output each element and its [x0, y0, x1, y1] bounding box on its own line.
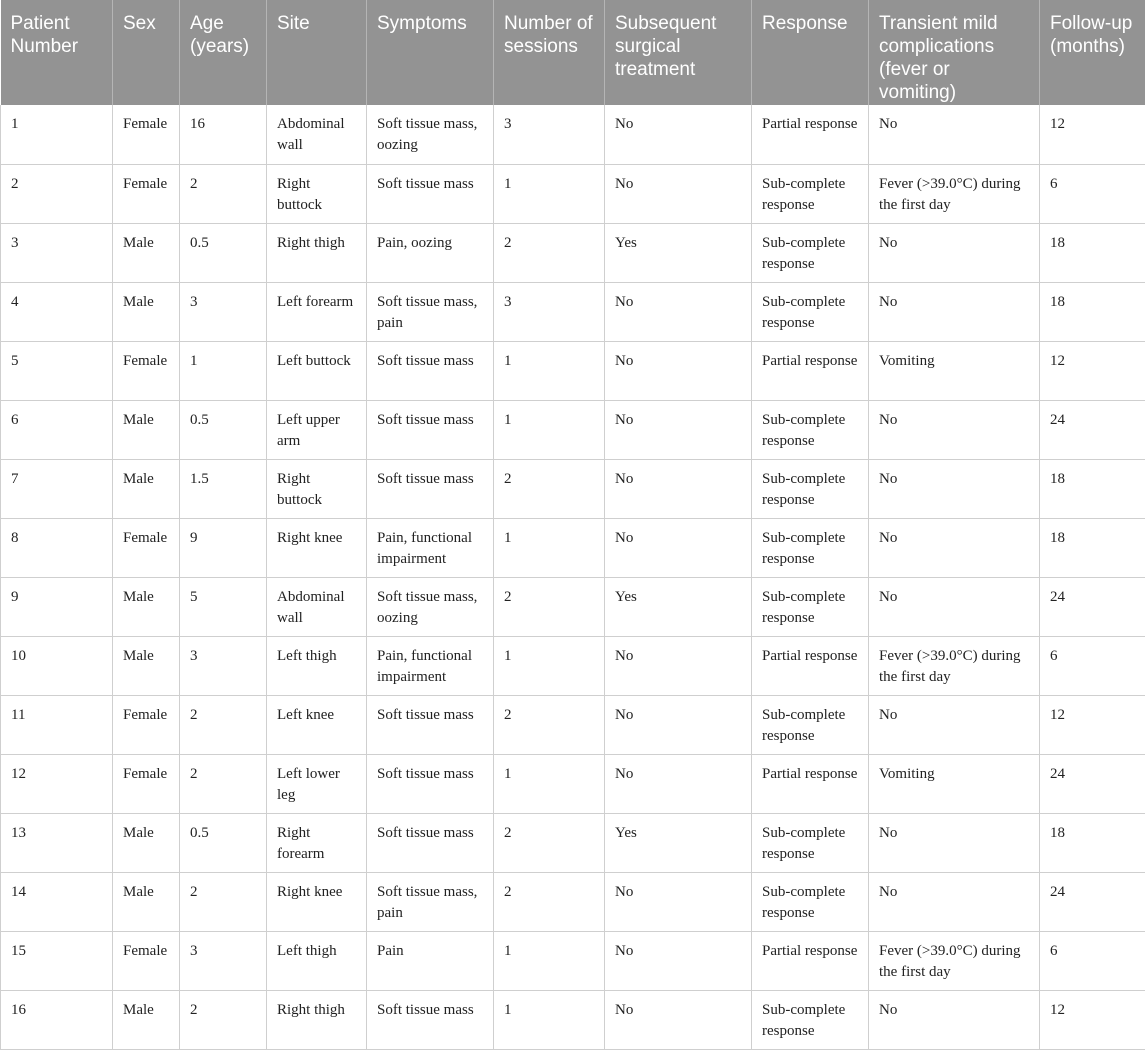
- cell-patient-number: 1: [1, 105, 113, 164]
- header-symptoms: Symptoms: [367, 0, 494, 105]
- table-row: [1, 813, 1145, 872]
- cell-complications: No: [869, 459, 1040, 518]
- cell-age: 16: [180, 105, 267, 164]
- cell-site: Left lower leg: [267, 754, 367, 813]
- cell-sessions: 2: [494, 813, 605, 872]
- cell-sessions: 1: [494, 931, 605, 990]
- cell-response: Sub-complete response: [752, 400, 869, 459]
- cell-surgical-treatment: No: [605, 754, 752, 813]
- cell-symptoms: Soft tissue mass: [367, 400, 494, 459]
- cell-sex: Male: [113, 223, 180, 282]
- cell-response: Sub-complete response: [752, 282, 869, 341]
- cell-sex: Male: [113, 282, 180, 341]
- cell-site: Right buttock: [267, 164, 367, 223]
- header-row: [1, 0, 1145, 105]
- cell-patient-number: 9: [1, 577, 113, 636]
- cell-complications: No: [869, 400, 1040, 459]
- cell-sessions: 3: [494, 282, 605, 341]
- cell-patient-number: 8: [1, 518, 113, 577]
- cell-symptoms: Pain, oozing: [367, 223, 494, 282]
- cell-sex: Male: [113, 400, 180, 459]
- cell-sex: Male: [113, 813, 180, 872]
- cell-sex: Female: [113, 341, 180, 400]
- cell-age: 3: [180, 636, 267, 695]
- cell-patient-number: 15: [1, 931, 113, 990]
- cell-complications: Fever (>39.0°C) during the first day: [869, 931, 1040, 990]
- cell-surgical-treatment: Yes: [605, 577, 752, 636]
- table-row: [1, 872, 1145, 931]
- table-row: [1, 341, 1145, 400]
- cell-age: 3: [180, 931, 267, 990]
- cell-patient-number: 2: [1, 164, 113, 223]
- cell-symptoms: Soft tissue mass: [367, 695, 494, 754]
- cell-complications: No: [869, 872, 1040, 931]
- cell-sex: Male: [113, 872, 180, 931]
- table-row: [1, 105, 1145, 164]
- cell-age: 1.5: [180, 459, 267, 518]
- table-row: [1, 223, 1145, 282]
- cell-sessions: 1: [494, 754, 605, 813]
- cell-surgical-treatment: No: [605, 518, 752, 577]
- cell-symptoms: Soft tissue mass, oozing: [367, 577, 494, 636]
- cell-sex: Female: [113, 518, 180, 577]
- cell-complications: Fever (>39.0°C) during the first day: [869, 164, 1040, 223]
- cell-symptoms: Soft tissue mass: [367, 754, 494, 813]
- cell-site: Left upper arm: [267, 400, 367, 459]
- cell-complications: No: [869, 577, 1040, 636]
- cell-sessions: 2: [494, 459, 605, 518]
- header-number-of-sessions: Number of sessions: [494, 0, 605, 105]
- cell-site: Right knee: [267, 518, 367, 577]
- cell-follow-up: 12: [1040, 990, 1145, 1049]
- header-site: Site: [267, 0, 367, 105]
- cell-sessions: 1: [494, 990, 605, 1049]
- cell-site: Left knee: [267, 695, 367, 754]
- cell-surgical-treatment: No: [605, 931, 752, 990]
- cell-site: Right knee: [267, 872, 367, 931]
- cell-age: 2: [180, 754, 267, 813]
- cell-response: Sub-complete response: [752, 695, 869, 754]
- cell-sessions: 2: [494, 695, 605, 754]
- cell-response: Sub-complete response: [752, 577, 869, 636]
- cell-response: Sub-complete response: [752, 872, 869, 931]
- cell-response: Partial response: [752, 636, 869, 695]
- cell-patient-number: 16: [1, 990, 113, 1049]
- table-row: [1, 636, 1145, 695]
- cell-sessions: 2: [494, 872, 605, 931]
- cell-age: 2: [180, 695, 267, 754]
- cell-age: 3: [180, 282, 267, 341]
- cell-follow-up: 18: [1040, 223, 1145, 282]
- cell-complications: No: [869, 223, 1040, 282]
- cell-patient-number: 7: [1, 459, 113, 518]
- cell-sessions: 1: [494, 518, 605, 577]
- header-patient-number: Patient Number: [1, 0, 113, 105]
- cell-site: Abdominal wall: [267, 105, 367, 164]
- cell-site: Left thigh: [267, 931, 367, 990]
- cell-sessions: 1: [494, 341, 605, 400]
- cell-age: 0.5: [180, 400, 267, 459]
- cell-symptoms: Soft tissue mass: [367, 990, 494, 1049]
- cell-age: 2: [180, 990, 267, 1049]
- cell-sessions: 2: [494, 223, 605, 282]
- cell-surgical-treatment: Yes: [605, 223, 752, 282]
- cell-surgical-treatment: Yes: [605, 813, 752, 872]
- cell-symptoms: Pain, functional impairment: [367, 518, 494, 577]
- table-row: [1, 695, 1145, 754]
- table-row: [1, 459, 1145, 518]
- cell-sex: Female: [113, 105, 180, 164]
- cell-follow-up: 18: [1040, 518, 1145, 577]
- cell-follow-up: 6: [1040, 931, 1145, 990]
- table-row: [1, 990, 1145, 1049]
- cell-surgical-treatment: No: [605, 459, 752, 518]
- cell-response: Sub-complete response: [752, 990, 869, 1049]
- cell-age: 0.5: [180, 813, 267, 872]
- cell-sessions: 1: [494, 636, 605, 695]
- cell-sex: Female: [113, 164, 180, 223]
- cell-sex: Male: [113, 990, 180, 1049]
- cell-follow-up: 12: [1040, 695, 1145, 754]
- cell-symptoms: Soft tissue mass: [367, 459, 494, 518]
- cell-age: 2: [180, 164, 267, 223]
- cell-site: Left thigh: [267, 636, 367, 695]
- cell-complications: No: [869, 518, 1040, 577]
- cell-site: Right thigh: [267, 990, 367, 1049]
- cell-patient-number: 6: [1, 400, 113, 459]
- cell-age: 2: [180, 872, 267, 931]
- cell-patient-number: 3: [1, 223, 113, 282]
- cell-site: Abdominal wall: [267, 577, 367, 636]
- table-row: [1, 518, 1145, 577]
- cell-symptoms: Pain: [367, 931, 494, 990]
- cell-symptoms: Soft tissue mass, oozing: [367, 105, 494, 164]
- cell-response: Sub-complete response: [752, 164, 869, 223]
- header-response: Response: [752, 0, 869, 105]
- cell-surgical-treatment: No: [605, 636, 752, 695]
- cell-sex: Male: [113, 577, 180, 636]
- cell-symptoms: Soft tissue mass, pain: [367, 282, 494, 341]
- cell-complications: Fever (>39.0°C) during the first day: [869, 636, 1040, 695]
- cell-response: Sub-complete response: [752, 518, 869, 577]
- cell-surgical-treatment: No: [605, 400, 752, 459]
- cell-complications: No: [869, 695, 1040, 754]
- cell-follow-up: 6: [1040, 636, 1145, 695]
- table-row: [1, 577, 1145, 636]
- cell-surgical-treatment: No: [605, 164, 752, 223]
- cell-patient-number: 11: [1, 695, 113, 754]
- cell-response: Sub-complete response: [752, 223, 869, 282]
- header-complications: Transient mild complications (fever or vomiting): [869, 0, 1040, 105]
- cell-complications: No: [869, 105, 1040, 164]
- cell-age: 0.5: [180, 223, 267, 282]
- cell-follow-up: 18: [1040, 459, 1145, 518]
- cell-age: 9: [180, 518, 267, 577]
- cell-surgical-treatment: No: [605, 990, 752, 1049]
- cell-patient-number: 4: [1, 282, 113, 341]
- cell-symptoms: Pain, functional impairment: [367, 636, 494, 695]
- cell-complications: Vomiting: [869, 754, 1040, 813]
- table-row: [1, 400, 1145, 459]
- cell-sex: Female: [113, 754, 180, 813]
- cell-follow-up: 24: [1040, 872, 1145, 931]
- header-surgical-treatment: Subsequent surgical treatment: [605, 0, 752, 105]
- cell-follow-up: 18: [1040, 282, 1145, 341]
- cell-follow-up: 12: [1040, 341, 1145, 400]
- cell-response: Sub-complete response: [752, 459, 869, 518]
- cell-complications: No: [869, 990, 1040, 1049]
- cell-patient-number: 10: [1, 636, 113, 695]
- cell-complications: No: [869, 813, 1040, 872]
- table-row: [1, 931, 1145, 990]
- cell-surgical-treatment: No: [605, 282, 752, 341]
- header-follow-up: Follow-up (months): [1040, 0, 1145, 105]
- cell-site: Left buttock: [267, 341, 367, 400]
- cell-age: 5: [180, 577, 267, 636]
- cell-sessions: 3: [494, 105, 605, 164]
- cell-complications: Vomiting: [869, 341, 1040, 400]
- cell-site: Right thigh: [267, 223, 367, 282]
- cell-follow-up: 24: [1040, 400, 1145, 459]
- cell-sex: Male: [113, 459, 180, 518]
- cell-sex: Female: [113, 931, 180, 990]
- cell-sex: Male: [113, 636, 180, 695]
- cell-response: Partial response: [752, 754, 869, 813]
- cell-symptoms: Soft tissue mass: [367, 813, 494, 872]
- cell-surgical-treatment: No: [605, 695, 752, 754]
- cell-response: Sub-complete response: [752, 813, 869, 872]
- cell-sessions: 1: [494, 164, 605, 223]
- cell-sex: Female: [113, 695, 180, 754]
- cell-site: Right forearm: [267, 813, 367, 872]
- cell-complications: No: [869, 282, 1040, 341]
- cell-surgical-treatment: No: [605, 872, 752, 931]
- cell-patient-number: 5: [1, 341, 113, 400]
- cell-patient-number: 13: [1, 813, 113, 872]
- cell-response: Partial response: [752, 931, 869, 990]
- cell-sessions: 1: [494, 400, 605, 459]
- cell-site: Left forearm: [267, 282, 367, 341]
- cell-age: 1: [180, 341, 267, 400]
- table-row: [1, 282, 1145, 341]
- cell-follow-up: 24: [1040, 577, 1145, 636]
- cell-response: Partial response: [752, 341, 869, 400]
- cell-sessions: 2: [494, 577, 605, 636]
- table-row: [1, 164, 1145, 223]
- header-age: Age (years): [180, 0, 267, 105]
- cell-follow-up: 18: [1040, 813, 1145, 872]
- cell-surgical-treatment: No: [605, 105, 752, 164]
- cell-follow-up: 6: [1040, 164, 1145, 223]
- cell-patient-number: 14: [1, 872, 113, 931]
- cell-symptoms: Soft tissue mass, pain: [367, 872, 494, 931]
- cell-follow-up: 24: [1040, 754, 1145, 813]
- cell-site: Right buttock: [267, 459, 367, 518]
- table-header: [1, 0, 1145, 105]
- header-sex: Sex: [113, 0, 180, 105]
- cell-symptoms: Soft tissue mass: [367, 164, 494, 223]
- cell-response: Partial response: [752, 105, 869, 164]
- cell-follow-up: 12: [1040, 105, 1145, 164]
- cell-symptoms: Soft tissue mass: [367, 341, 494, 400]
- cell-patient-number: 12: [1, 754, 113, 813]
- cell-surgical-treatment: No: [605, 341, 752, 400]
- table-row: [1, 754, 1145, 813]
- table-body: [1, 105, 1145, 1049]
